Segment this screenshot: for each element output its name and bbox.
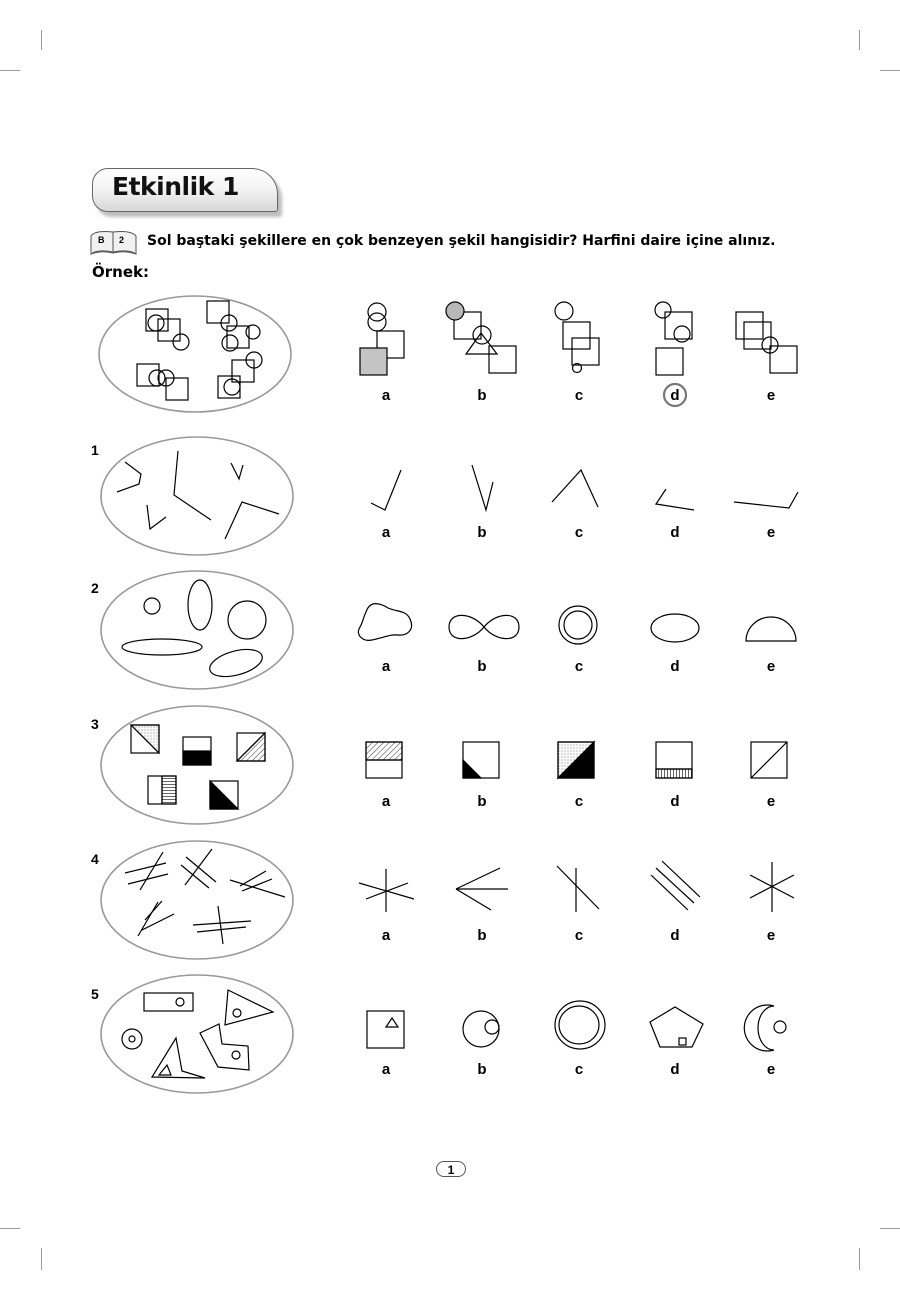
row-2-option-d [651,614,699,642]
row-4-option-e [750,862,794,912]
option-letter-b[interactable]: b [477,524,487,541]
option-letter-a[interactable]: a [381,658,391,675]
row-5-option-a [367,1011,404,1048]
option-letter-c[interactable]: c [574,524,584,541]
option-letter-c[interactable]: c [574,658,584,675]
option-letter-b[interactable]: b [477,658,487,675]
option-letter-c[interactable]: c [574,927,584,944]
option-letter-e[interactable]: e [766,793,776,810]
row-2-option-a [358,604,411,641]
example-option-c [555,302,599,373]
row-3-option-a [366,742,402,778]
row-4-option-b [456,868,508,910]
option-letter-d[interactable]: d [670,658,680,675]
row-2-option-c [559,606,597,644]
option-letter-d[interactable]: d [670,524,680,541]
question-number: 3 [91,716,99,732]
row-3-group [101,706,293,824]
option-letter-a[interactable]: a [381,793,391,810]
row-4-group [101,841,293,959]
option-letter-e[interactable]: e [766,658,776,675]
row-1-option-c [552,470,598,507]
option-letter-c[interactable]: c [574,793,584,810]
row-1-option-a [371,470,401,510]
row-4-option-d [651,861,700,910]
option-letter-c[interactable]: c [574,1061,584,1078]
example-group [99,296,291,412]
row-3-option-b [463,742,499,778]
row-1-group [101,437,293,555]
question-number: 2 [91,580,99,596]
row-4-option-c [557,866,599,912]
badge-number: 2 [119,235,125,245]
option-letter-b[interactable]: b [477,387,487,404]
option-letter-a[interactable]: a [381,524,391,541]
row-2-option-e [746,617,796,641]
question-number: 5 [91,986,99,1002]
option-letter-c[interactable]: c [574,387,584,404]
example-label: Örnek: [92,263,149,281]
option-letter-e[interactable]: e [766,1061,776,1078]
option-letter-a[interactable]: a [381,1061,391,1078]
row-1-option-d [656,489,694,510]
badge-letter-b: B [98,235,105,245]
option-letter-e[interactable]: e [766,524,776,541]
row-3-option-e [751,742,787,778]
row-4-option-a [359,869,414,912]
option-letter-d[interactable]: d [670,927,680,944]
option-letter-a[interactable]: a [381,927,391,944]
option-letter-b[interactable]: b [477,1061,487,1078]
option-letter-e[interactable]: e [766,927,776,944]
row-3-option-d [656,742,692,778]
page-number: 1 [436,1161,466,1177]
example-option-a [360,303,404,375]
example-option-e [736,312,797,373]
row-3-option-c [558,742,594,778]
option-letter-d[interactable]: d [670,387,680,404]
option-letter-e[interactable]: e [766,387,776,404]
example-option-d [655,302,692,375]
row-5-option-c [555,1001,605,1049]
instruction-text: Sol baştaki şekillere en çok benzeyen şekil hangisidir? Harfini daire içine alınız. [147,233,776,249]
option-letter-b[interactable]: b [477,927,487,944]
question-number: 4 [91,851,99,867]
row-1-option-b [472,465,493,510]
question-number: 1 [91,442,99,458]
row-2-option-b [449,615,519,638]
row-5-option-d [650,1007,703,1047]
option-letter-d[interactable]: d [670,793,680,810]
row-1-option-e [734,492,798,508]
row-2-group [101,571,293,689]
row-5-group [101,975,293,1093]
option-letter-d[interactable]: d [670,1061,680,1078]
example-option-b [446,302,516,373]
option-letter-a[interactable]: a [381,387,391,404]
row-5-option-b [463,1011,499,1047]
option-letter-b[interactable]: b [477,793,487,810]
activity-title: Etkinlik 1 [112,172,239,201]
row-5-option-e [744,1005,786,1051]
